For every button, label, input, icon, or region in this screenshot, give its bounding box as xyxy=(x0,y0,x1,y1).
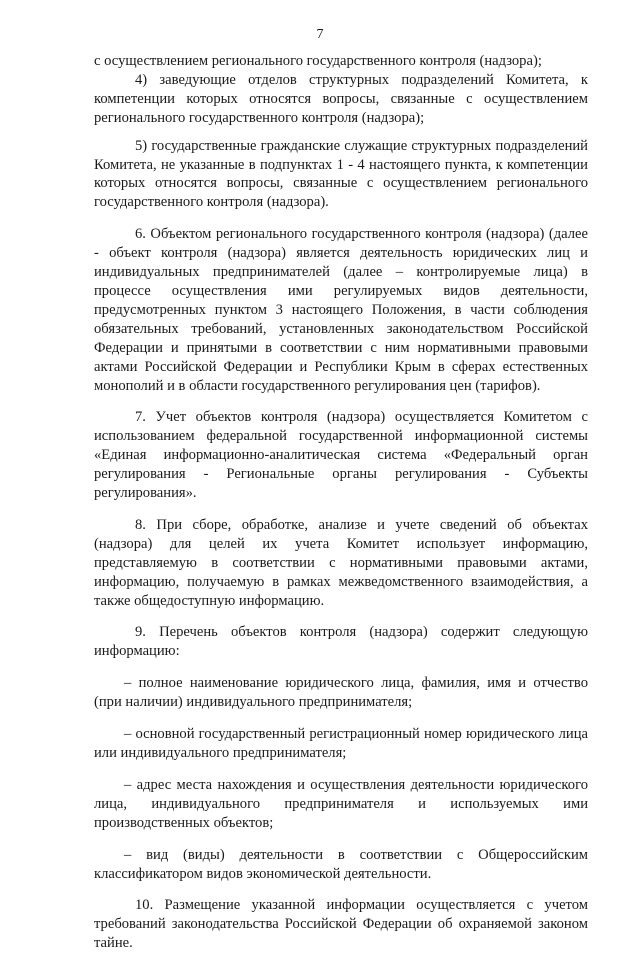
list-item-full-name: – полное наименование юридического лица, фамилия, имя и отчество (при наличии) индивидуального предпринимателя; xyxy=(94,675,588,711)
paragraph-6: 6. Объектом регионального государственного контроля (надзора) (далее - объект контроля (надзора) является деятельность юридических лиц и индивидуальных предпринимателей (далее – контролируемые лица) в процессе осуществления ими регулируемых видов деятельности, предусмотренных пунктом 3 настоящего Положения, в части соблюдения обязательных требований, установленных законодательством Российской Федерации и принятыми в соответствии с ним нормативными правовыми актами Российской Федерации и Республики Крым в сферах естественных монополий и в области государственного регулирования цен (тарифов). xyxy=(94,226,588,394)
list-item-address: – адрес места нахождения и осуществления деятельности юридического лица, индивидуального предпринимателя и используемых ими производственных объектов; xyxy=(94,776,588,831)
paragraph-10: 10. Размещение указанной информации осуществляется с учетом требований законодательства Российской Федерации об охраняемой законом тайне. xyxy=(94,897,588,952)
paragraph-item-4: 4) заведующие отделов структурных подразделений Комитета, к компетенции которых относятся вопросы, связанные с осуществлением регионального государственного контроля (надзора); xyxy=(94,71,588,126)
paragraph-continuation: с осуществлением регионального государственного контроля (надзора); xyxy=(94,53,542,69)
list-item-registration-number: – основной государственный регистрационный номер юридического лица или индивидуального предпринимателя; xyxy=(94,726,588,761)
paragraph-9: 9. Перечень объектов контроля (надзора) содержит следующую информацию: xyxy=(94,624,588,660)
list-item-activity-type: – вид (виды) деятельности в соответствии с Общероссийским классификатором видов экономической деятельности. xyxy=(94,846,588,882)
page-number: 7 xyxy=(316,27,324,42)
paragraph-8: 8. При сборе, обработке, анализе и учете сведений об объектах (надзора) для целей их учета Комитет использует информацию, представляемую в соответствии с нормативными правовыми актами, информацию, получаемую в рамках межведомственного взаимодействия, а также общедоступную информацию. xyxy=(94,516,588,609)
paragraph-item-5: 5) государственные гражданские служащие структурных подразделений Комитета, не указанные в подпунктах 1 - 4 настоящего пункта, к компетенции которых относятся вопросы, связанные с осуществлением регионального государственного контроля (надзора). xyxy=(94,137,588,211)
document-body xyxy=(94,52,588,953)
paragraph-7: 7. Учет объектов контроля (надзора) осуществляется Комитетом с использованием федеральной государственной информационной системы «Единая информационно-аналитическая система «Федеральный орган регулирования - Региональные органы регулирования - Субъекты регулирования». xyxy=(94,409,588,502)
